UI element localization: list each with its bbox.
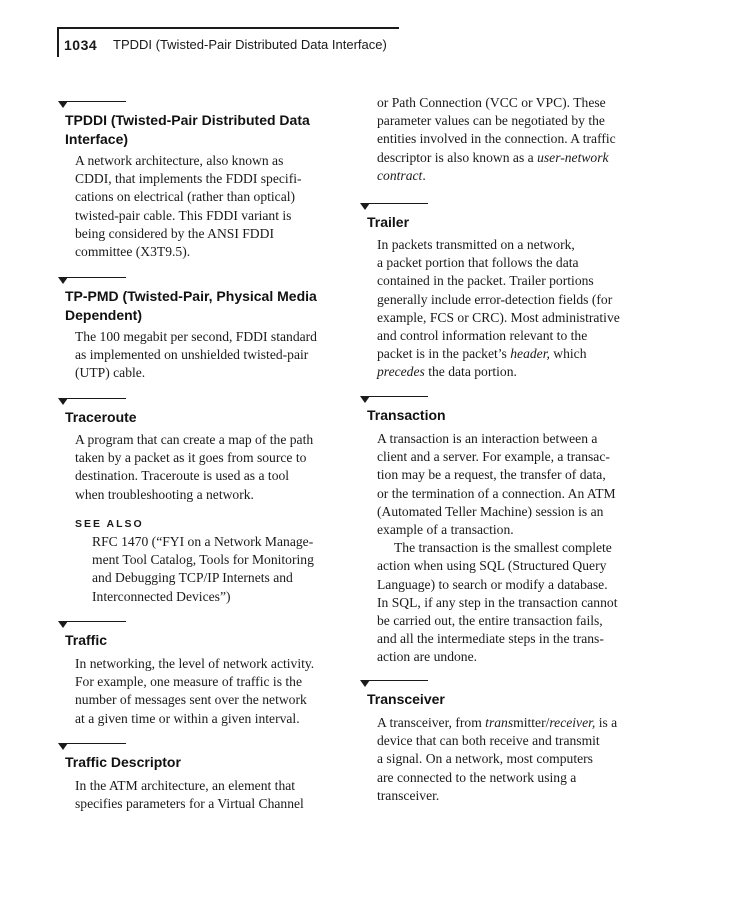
definition-line: at a given time or within a given interval. xyxy=(75,710,300,726)
definition-line xyxy=(377,345,645,363)
definition-line: or Path Connection (VCC or VPC). These xyxy=(377,95,606,110)
entry-definition xyxy=(75,431,343,504)
definition-line: be carried out, the entire transaction fails, xyxy=(377,613,603,629)
term-line: TP-PMD (Twisted-Pair, Physical Media xyxy=(65,288,317,304)
definition-line: a packet portion that follows the data xyxy=(377,255,579,271)
text-run: is a xyxy=(595,715,618,730)
definition-line: action are undone. xyxy=(377,649,478,665)
definition-line: destination. Traceroute is used as a tool xyxy=(75,468,290,484)
term-line: Dependent) xyxy=(65,306,142,323)
definition-line: generally include error-detection fields (for xyxy=(377,291,613,307)
italic-term: receiver, xyxy=(549,715,596,730)
see-also-reference xyxy=(92,533,348,606)
running-title: TPDDI (Twisted-Pair Distributed Data Interface) xyxy=(113,37,387,52)
text-run: descriptor is also known as a xyxy=(377,149,538,165)
term-line: Interface) xyxy=(65,130,129,147)
entry-definition xyxy=(75,328,343,383)
definition-line: (Automated Teller Machine) session is an xyxy=(377,503,604,519)
definition-line xyxy=(377,149,645,167)
entry-definition xyxy=(377,430,645,667)
reference-line: and Debugging TCP/IP Internets and xyxy=(92,570,293,586)
italic-term: trans xyxy=(485,715,514,730)
reference-line: ment Tool Catalog, Tools for Monitoring xyxy=(92,552,314,568)
definition-line: parameter values can be negotiated by the xyxy=(377,113,605,129)
text-run: the data portion. xyxy=(424,364,517,380)
definition-line: contained in the packet. Trailer portions xyxy=(377,273,594,289)
definition-line: The transaction is the smallest complete xyxy=(394,540,612,556)
entry-term: Transceiver xyxy=(367,691,445,707)
definition-line: and all the intermediate steps in the trans- xyxy=(377,631,604,647)
entry-term: Traceroute xyxy=(65,409,137,425)
definition-line: or the termination of a connection. An ATM xyxy=(377,485,616,501)
text-run: which xyxy=(549,346,587,362)
entry-marker xyxy=(58,743,126,753)
entry-term: Traffic xyxy=(65,632,108,648)
entry-definition xyxy=(75,655,343,728)
definition-line: In networking, the level of network activity. xyxy=(75,656,315,671)
definition-line xyxy=(377,714,645,732)
definition-line: In packets transmitted on a network, xyxy=(377,237,575,252)
triangle-marker-icon xyxy=(58,743,68,750)
entry-term xyxy=(65,287,343,324)
definition-line: action when using SQL (Structured Query xyxy=(377,558,607,574)
entry-definition xyxy=(377,236,645,382)
definition-line: For example, one measure of traffic is the xyxy=(75,674,302,690)
triangle-marker-icon xyxy=(58,277,68,284)
definition-line: tion may be a request, the transfer of data, xyxy=(377,467,606,483)
definition-line: specifies parameters for a Virtual Channel xyxy=(75,796,304,812)
definition-line: example, FCS or CRC). Most administrative xyxy=(377,309,620,325)
entry-term: Traffic Descriptor xyxy=(65,754,181,770)
entry-definition xyxy=(75,777,343,813)
text-run: . xyxy=(422,167,426,183)
definition-line: when troubleshooting a network. xyxy=(75,486,254,502)
definition-line: Language) to search or modify a database. xyxy=(377,576,608,592)
entry-marker xyxy=(58,398,126,408)
entry-term xyxy=(65,111,343,148)
entry-definition xyxy=(75,152,343,261)
definition-line xyxy=(377,167,645,185)
reference-line: Interconnected Devices”) xyxy=(92,588,231,604)
term-line: TPDDI (Twisted-Pair Distributed Data xyxy=(65,112,310,128)
triangle-marker-icon xyxy=(58,398,68,405)
definition-line: A transaction is an interaction between a xyxy=(377,431,598,446)
definition-line: committee (X3T9.5). xyxy=(75,244,191,260)
definition-line: A program that can create a map of the path xyxy=(75,432,314,447)
italic-term: contract xyxy=(377,167,423,183)
reference-line: RFC 1470 (“FYI on a Network Manage- xyxy=(92,534,314,549)
definition-line: as implemented on unshielded twisted-pair xyxy=(75,347,309,363)
definition-line: taken by a packet as it goes from source to xyxy=(75,450,307,466)
triangle-marker-icon xyxy=(360,396,370,403)
triangle-marker-icon xyxy=(360,680,370,687)
page-number: 1034 xyxy=(64,37,98,53)
definition-line: transceiver. xyxy=(377,787,440,803)
entry-definition xyxy=(377,94,645,185)
definition-line: cations on electrical (rather than optical) xyxy=(75,189,296,205)
entry-marker xyxy=(360,203,428,213)
definition-line: twisted-pair cable. This FDDI variant is xyxy=(75,207,292,223)
definition-line: number of messages sent over the network xyxy=(75,692,307,708)
definition-line: are connected to the network using a xyxy=(377,769,577,785)
definition-line: device that can both receive and transmit xyxy=(377,733,600,749)
definition-line: entities involved in the connection. A traffic xyxy=(377,131,616,147)
triangle-marker-icon xyxy=(58,101,68,108)
definition-line: A network architecture, also known as xyxy=(75,153,284,168)
definition-line: and control information relevant to the xyxy=(377,328,588,344)
entry-marker xyxy=(360,680,428,690)
italic-term: precedes xyxy=(377,364,425,380)
definition-line: CDDI, that implements the FDDI specifi- xyxy=(75,171,302,187)
definition-line: being considered by the ANSI FDDI xyxy=(75,225,274,241)
triangle-marker-icon xyxy=(58,621,68,628)
entry-term: Trailer xyxy=(367,214,410,230)
definition-line: example of a transaction. xyxy=(377,522,514,538)
definition-line: a signal. On a network, most computers xyxy=(377,751,593,767)
entry-marker xyxy=(58,101,126,111)
see-also-label: SEE ALSO xyxy=(75,518,144,530)
italic-term: user-network xyxy=(537,149,609,165)
definition-line: In the ATM architecture, an element that xyxy=(75,778,296,793)
running-header xyxy=(57,27,399,57)
italic-term: header, xyxy=(510,346,550,362)
triangle-marker-icon xyxy=(360,203,370,210)
definition-line: (UTP) cable. xyxy=(75,365,146,381)
definition-line: The 100 megabit per second, FDDI standard xyxy=(75,329,317,344)
entry-marker xyxy=(58,277,126,287)
text-run: mitter/ xyxy=(513,715,550,730)
entry-term: Transaction xyxy=(367,407,446,423)
definition-line: client and a server. For example, a transac- xyxy=(377,449,610,465)
definition-line: In SQL, if any step in the transaction cannot xyxy=(377,594,618,610)
definition-line xyxy=(377,363,645,381)
entry-definition xyxy=(377,714,645,805)
text-run: A transceiver, from xyxy=(377,715,486,730)
entry-marker xyxy=(58,621,126,631)
entry-marker xyxy=(360,396,428,406)
text-run: packet is in the packet’s xyxy=(377,346,511,362)
